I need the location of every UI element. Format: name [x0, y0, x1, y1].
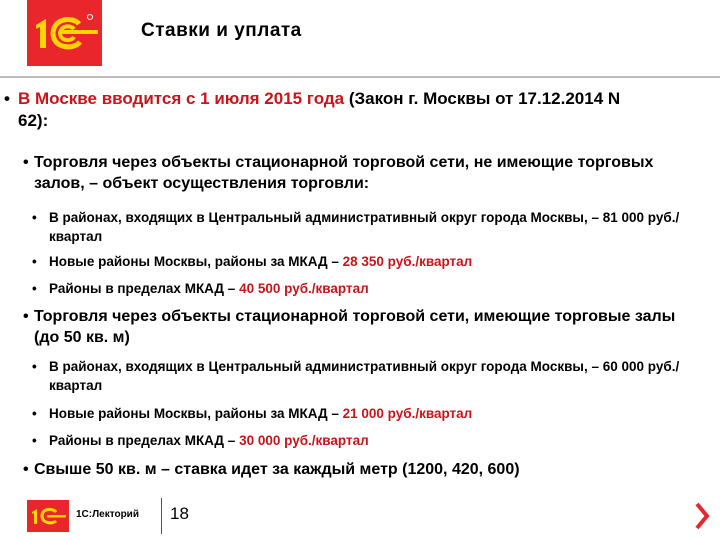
rate-value: 40 500 руб./квартал	[239, 281, 369, 296]
rate-text: Районы в пределах МКАД –	[49, 433, 236, 448]
rate-item	[32, 404, 712, 423]
rate-item	[32, 279, 712, 298]
rate-text: Районы в пределах МКАД –	[49, 281, 236, 296]
header-divider	[0, 76, 720, 78]
rate-item	[32, 431, 712, 450]
bullet-icon: •	[32, 254, 37, 269]
bullet-icon: •	[32, 433, 37, 448]
rate-value: 21 000 руб./квартал	[342, 406, 473, 421]
sub-bullet-text: Торговля через объекты стационарной торговой сети, не имеющие торговых залов, – объект осуществления торговли:	[34, 154, 654, 192]
bullet-icon: •	[32, 359, 37, 374]
footer-brand: 1С:Лекторий	[76, 509, 139, 520]
rate-value: 28 350 руб./квартал	[342, 254, 473, 269]
sub-bullet-text: Свыше 50 кв. м – ставка идет за каждый метр (1200, 420, 600)	[34, 461, 520, 478]
bullet-icon: •	[32, 406, 37, 421]
rate-value: 60 000 руб./квартал	[49, 359, 680, 393]
rate-text: Новые районы Москвы, районы за МКАД –	[49, 254, 339, 269]
rate-value: 30 000 руб./квартал	[239, 433, 369, 448]
page-number: 18	[170, 504, 189, 523]
page-title: Ставки и уплата	[141, 20, 302, 41]
main-bullet-highlight: В Москве вводится с 1 июля 2015 года	[18, 89, 345, 108]
sub-bullet-text: Торговля через объекты стационарной торговой сети, имеющие торговые залы (до 50 кв. м)	[34, 308, 676, 346]
footer-divider	[161, 498, 162, 534]
bullet-icon: •	[23, 308, 29, 325]
company-logo	[27, 0, 102, 66]
main-bullet-rest: (Закон г. Москвы от 17.12.2014 N 62):	[18, 89, 621, 130]
sub-bullet-with-halls	[23, 306, 703, 348]
rate-item	[32, 252, 712, 271]
main-bullet	[4, 88, 644, 132]
sub-bullet-over-50	[23, 459, 703, 480]
bullet-icon: •	[32, 281, 37, 296]
bullet-icon: •	[32, 210, 37, 225]
rate-text: В районах, входящих в Центральный административный округ города Москвы, –	[49, 359, 599, 374]
rate-text: В районах, входящих в Центральный административный округ города Москвы, –	[49, 210, 599, 225]
bullet-icon: •	[23, 154, 29, 171]
rate-item	[32, 357, 712, 395]
rate-value: 81 000 руб./квартал	[49, 210, 680, 244]
bullet-icon: •	[23, 461, 29, 478]
rate-text: Новые районы Москвы, районы за МКАД –	[49, 406, 339, 421]
bullet-icon: •	[4, 89, 10, 108]
rate-item	[32, 208, 712, 246]
chevron-right-icon[interactable]	[692, 500, 712, 532]
sub-bullet-no-halls	[23, 152, 703, 194]
footer-logo	[27, 500, 69, 532]
